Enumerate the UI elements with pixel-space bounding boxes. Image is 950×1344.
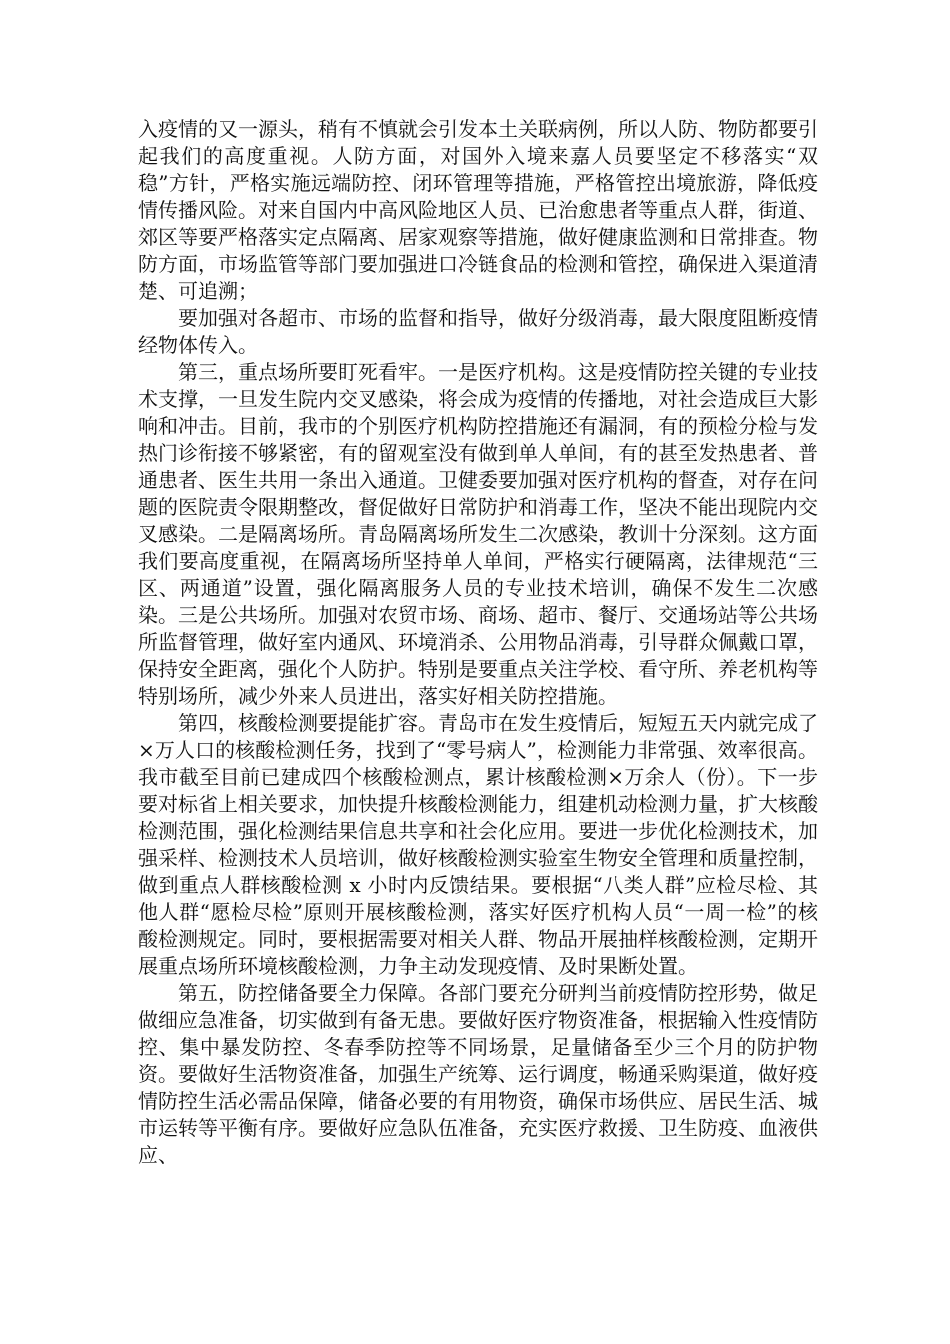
- paragraph-key-venues: 第三，重点场所要盯死看牢。一是医疗机构。这是疫情防控关键的专业技术支撑，一旦发生院内交叉感染，将会成为疫情的传播地，对社会造成巨大影响和冲击。目前，我市的个别医疗机构防控措施还有漏洞，有的预检分检与发热门诊衔接不够紧密，有的留观室没有做到单人单间，有的甚至发热患者、普通患者、医生共用一条出入通道。卫健委要加强对医疗机构的督查，对存在问题的医院责令限期整改，督促做好日常防护和消毒工作，坚决不能出现院内交叉感染。二是隔离场所。青岛隔离场所发生二次感染，教训十分深刻。这方面我们要高度重视，在隔离场所坚持单人单间，严格实行硬隔离，法律规范“三区、两通道”设置，强化隔离服务人员的专业技术培训，确保不发生二次感染。三是公共场所。加强对农贸市场、商场、超市、餐厅、交通场站等公共场所监督管理，做好室内通风、环境消杀、公用物品消毒，引导群众佩戴口罩，保持安全距离，强化个人防护。特别是要重点关注学校、看守所、养老机构等特别场所，减少外来人员进出，落实好相关防控措施。: [138, 360, 818, 708]
- paragraph-prevention-reserves: 第五，防控储备要全力保障。各部门要充分研判当前疫情防控形势，做足做细应急准备，切实做到有备无患。要做好医疗物资准备，根据输入性疫情防控、集中暴发防控、冬春季防控等不同场景，足量储备至少三个月的防护物资。要做好生活物资准备，加强生产统筹、运行调度，畅通采购渠道，做好疫情防控生活必需品保障，储备必要的有用物资，确保市场供应、居民生活、城市运转等平衡有序。要做好应急队伍准备，充实医疗救援、卫生防疫、血液供应、: [138, 981, 818, 1167]
- document-body: [138, 116, 818, 1169]
- paragraph-supermarket-supervision: 要加强对各超市、市场的监督和指导，做好分级消毒，最大限度阻断疫情经物体传入。: [138, 306, 818, 357]
- paragraph-nucleic-acid-testing: 第四，核酸检测要提能扩容。青岛市在发生疫情后，短短五天内就完成了×万人口的核酸检测任务，找到了“零号病人”，检测能力非常强、效率很高。我市截至目前已建成四个核酸检测点，累计核酸检测×万余人（份）。下一步要对标省上相关要求，加快提升核酸检测能力，组建机动检测力量，扩大核酸检测范围，强化检测结果信息共享和社会化应用。要进一步优化检测技术，加强采样、检测技术人员培训，做好核酸检测实验室生物安全管理和质量控制，做到重点人群核酸检测 x 小时内反馈结果。要根据“八类人群”应检尽检、其他人群“愿检尽检”原则开展核酸检测，落实好医疗机构人员“一周一检”的核酸检测规定。同时，要根据需要对相关人群、物品开展抽样核酸检测，定期开展重点场所环境核酸检测，力争主动发现疫情、及时果断处置。: [138, 711, 818, 978]
- paragraph-continuation: 入疫情的又一源头，稍有不慎就会引发本土关联病例，所以人防、物防都要引起我们的高度重视。人防方面，对国外入境来嘉人员要坚定不移落实“双稳”方针，严格实施远端防控、闭环管理等措施，严格管控出境旅游，降低疫情传播风险。对来自国内中高风险地区人员、已治愈患者等重点人群，街道、郊区等要严格落实定点隔离、居家观察等措施，做好健康监测和日常排查。物防方面，市场监管等部门要加强进口冷链食品的检测和管控，确保进入渠道清楚、可追溯；: [138, 117, 818, 303]
